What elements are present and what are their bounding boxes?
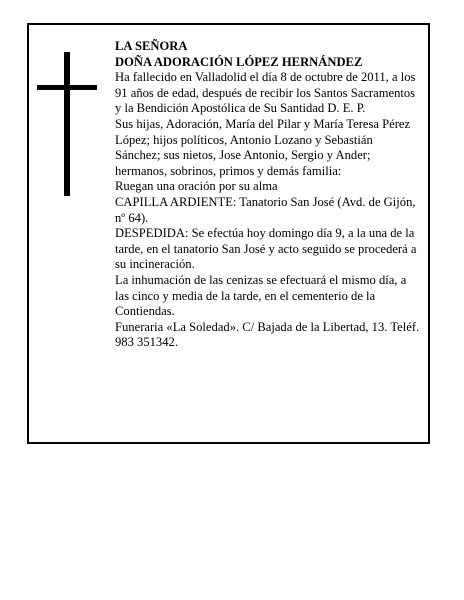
notice-title-line-1: LA SEÑORA [115, 39, 188, 53]
notice-paragraph-farewell: DESPEDIDA: Se efectúa hoy domingo día 9, a la una de la tarde, en el tanatorio San José y acto seguido se procederá a su incineración. [115, 226, 417, 272]
notice-paragraph-chapel: CAPILLA ARDIENTE: Tanatorio San José (Avd. de Gijón, nº 64). [115, 194, 416, 225]
notice-title-line-2: DOÑA ADORACIÓN LÓPEZ HERNÁNDEZ [115, 54, 363, 69]
notice-paragraph-prayer: Ruegan una oración por su alma [115, 179, 278, 194]
notice-paragraph-death: Ha fallecido en Valladolid el día 8 de octubre de 2011, a los 91 años de edad, después de recibir los Santos Sacramentos y la Bendición Apostólica de Su Santidad D. E. P. [115, 70, 416, 116]
cross-icon [37, 52, 97, 196]
notice-text [115, 39, 421, 351]
notice-paragraph-funeral-home: Funeraria «La Soledad». C/ Bajada de la Libertad, 13. Teléf. 983 351342. [115, 319, 420, 350]
cross-vertical-bar [64, 52, 70, 196]
notice-paragraph-family: Sus hijas, Adoración, María del Pilar y María Teresa Pérez López; hijos políticos, Antonio Lozano y Sebastián Sánchez; sus nietos, Jose Antonio, Sergio y Ander; hermanos, sobrinos, primos y demás familia: [115, 116, 411, 178]
notice-paragraph-inhumation: La inhumación de las cenizas se efectuará el mismo día, a las cinco y media de la tarde, en el cementerio de la Contiendas. [115, 272, 407, 319]
cross-horizontal-bar [37, 85, 97, 90]
